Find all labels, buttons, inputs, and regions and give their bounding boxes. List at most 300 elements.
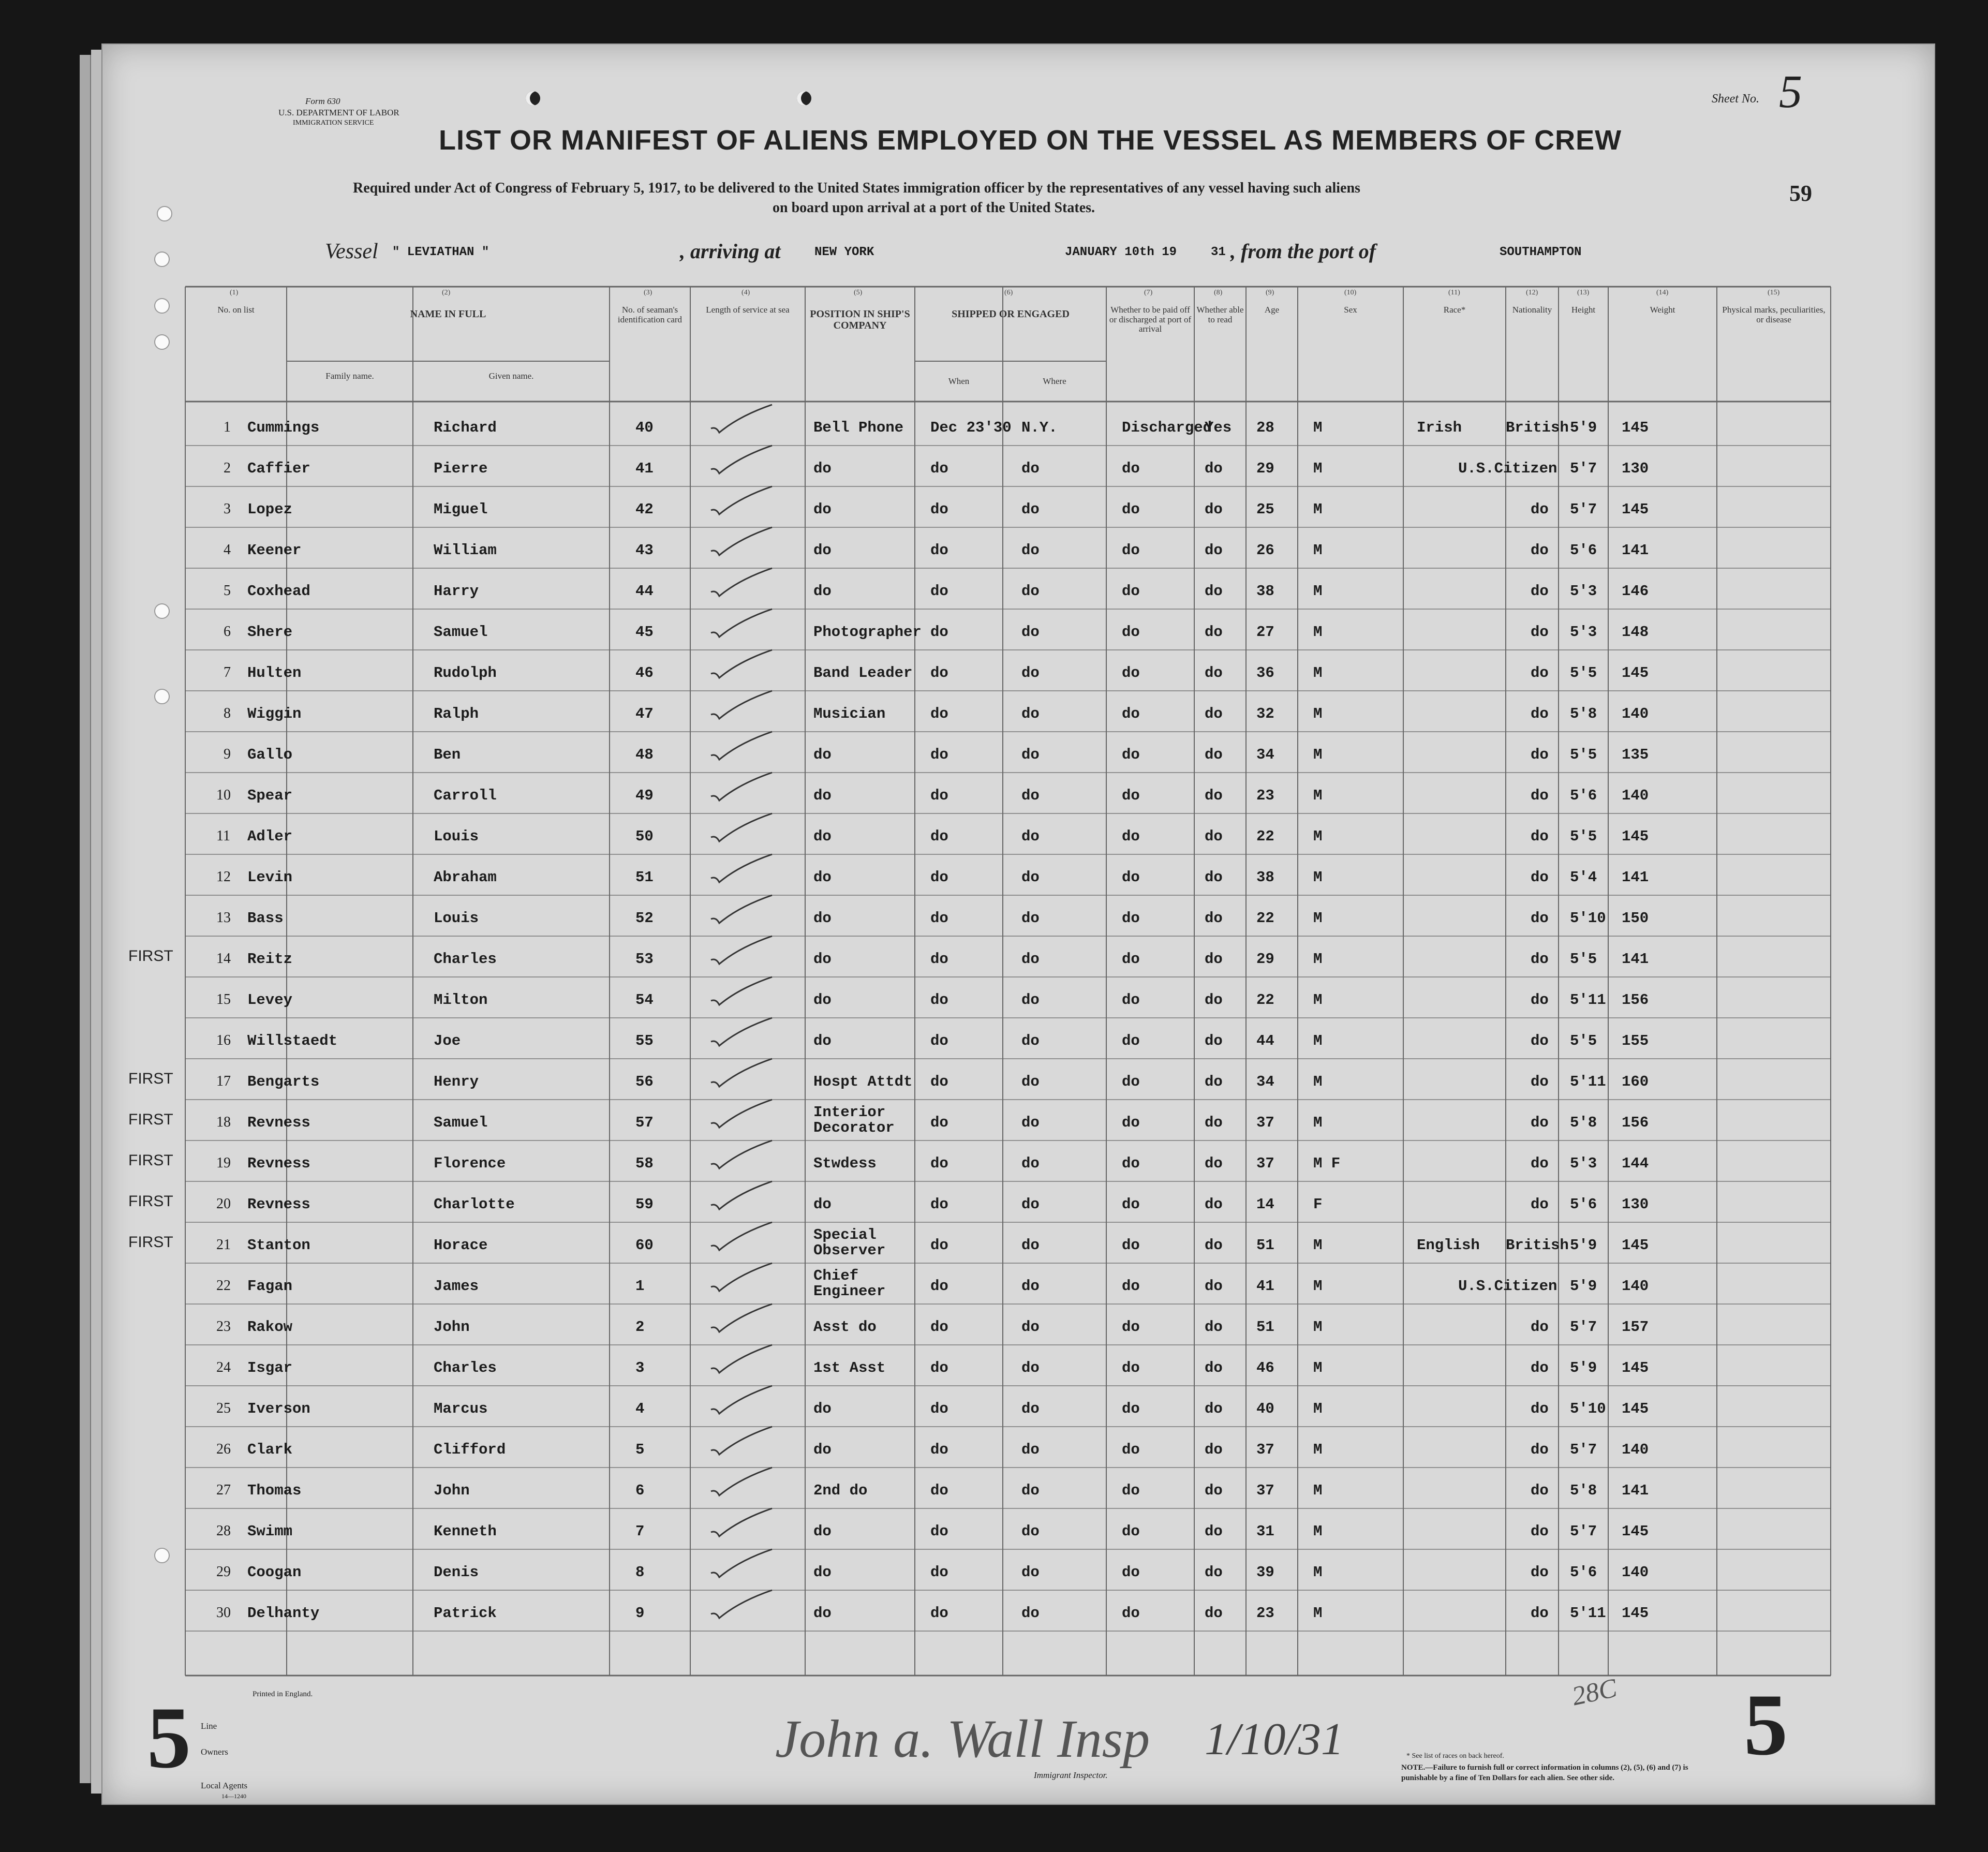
family-name: Revness [247,1155,310,1172]
check-mark [708,483,775,520]
shipped-where: do [1021,746,1040,763]
column-number: (13) [1577,289,1590,297]
weight: 145 [1622,1359,1649,1376]
height: 5'6 [1570,542,1597,559]
shipped-where: do [1021,1196,1040,1213]
position: do [813,1196,832,1213]
paid-off: do [1122,1114,1140,1131]
weight: 150 [1622,910,1649,927]
able-to-read: do [1205,1523,1223,1540]
check-mark [708,769,775,806]
shipped-when: do [930,1318,948,1336]
sex: M [1313,1073,1323,1090]
line-label: Line [201,1721,217,1731]
race: English [1417,1237,1480,1254]
shipped-when: do [930,624,948,641]
shipped-where: do [1021,991,1040,1009]
age: 34 [1256,1073,1274,1090]
age: 38 [1256,869,1274,886]
race: Irish [1417,419,1462,436]
subheader-given: Given name. [488,371,534,381]
shipped-where: do [1021,1605,1040,1622]
paid-off: do [1122,1564,1140,1581]
check-mark [708,647,775,683]
position: do [813,951,832,968]
weight: 160 [1622,1073,1649,1090]
given-name: Charlotte [434,1196,515,1213]
card-number: 40 [635,419,654,436]
card-number: 43 [635,542,654,559]
weight: 145 [1622,1400,1649,1417]
weight: 155 [1622,1032,1649,1049]
given-name: Henry [434,1073,479,1090]
paid-off: do [1122,1400,1140,1417]
column-header: Weight [1650,305,1675,315]
nationality: U.S.Citizen [1458,460,1557,477]
column-header: Whether able to read [1196,305,1244,324]
height: 5'9 [1570,1278,1597,1295]
shipped-when: do [930,1114,948,1131]
age: 34 [1256,746,1274,763]
shipped-where: do [1021,1073,1040,1090]
position: 1st Asst [813,1359,886,1376]
shipped-when: do [930,1441,948,1458]
manifest-sheet [101,43,1935,1805]
row-number: 25 [216,1400,231,1416]
page-number: 59 [1789,181,1812,206]
family-name: Willstaedt [247,1032,338,1049]
height: 5'11 [1570,991,1606,1009]
able-to-read: do [1205,1564,1223,1581]
nationality: do [1531,746,1549,763]
family-name: Spear [247,787,293,804]
nationality: do [1531,869,1549,886]
shipped-where: do [1021,1237,1040,1254]
height: 5'9 [1570,1359,1597,1376]
row-number: 9 [224,746,231,762]
family-name: Shere [247,624,293,641]
paid-off: do [1122,705,1140,722]
card-number: 56 [635,1073,654,1090]
age: 22 [1256,828,1274,845]
position: do [813,828,832,845]
card-number: 45 [635,624,654,641]
row-number: 16 [216,1032,231,1048]
weight: 141 [1622,951,1649,968]
margin-note: FIRST [128,1193,173,1210]
shipped-when: do [930,910,948,927]
column-number: (7) [1144,289,1153,297]
row-number: 17 [216,1073,231,1089]
paid-off: do [1122,1318,1140,1336]
family-name: Levin [247,869,293,886]
position: Bell Phone [813,419,904,436]
card-number: 46 [635,664,654,681]
height: 5'7 [1570,460,1597,477]
nationality: do [1531,501,1549,518]
card-number: 47 [635,705,654,722]
paid-off: do [1122,951,1140,968]
sex: M [1313,1482,1323,1499]
paid-off: do [1122,583,1140,600]
position: Asst do [813,1318,877,1336]
card-number: 7 [635,1523,645,1540]
shipped-when: do [930,828,948,845]
shipped-when: do [930,1482,948,1499]
column-header: Whether to be paid off or discharged at port of arrival [1109,305,1192,334]
sex: M [1313,583,1323,600]
nationality: do [1531,1359,1549,1376]
paid-off: do [1122,787,1140,804]
printed-note: Printed in England. [253,1690,313,1698]
big-sheet-number-right: 5 [1744,1676,1788,1773]
given-name: Milton [434,991,488,1009]
sex: M [1313,1278,1323,1295]
row-number: 20 [216,1196,231,1212]
height: 5'7 [1570,501,1597,518]
check-mark [708,1342,775,1378]
page-title: LIST OR MANIFEST OF ALIENS EMPLOYED ON THE VESSEL AS MEMBERS OF CREW [439,125,1622,156]
sex: M [1313,460,1323,477]
shipped-where: do [1021,910,1040,927]
age: 23 [1256,787,1274,804]
margin-note: FIRST [128,1152,173,1169]
age: 37 [1256,1155,1274,1172]
shipped-where: do [1021,583,1040,600]
sex: M [1313,746,1323,763]
family-name: Reitz [247,951,293,968]
shipped-where: do [1021,1482,1040,1499]
family-name: Stanton [247,1237,310,1254]
family-name: Lopez [247,501,293,518]
age: 32 [1256,705,1274,722]
nationality: do [1531,1564,1549,1581]
check-mark [708,402,775,438]
shipped-where: do [1021,542,1040,559]
age: 38 [1256,583,1274,600]
able-to-read: Yes [1205,419,1232,436]
row-number: 24 [216,1359,231,1375]
nationality: do [1531,1114,1549,1131]
age: 26 [1256,542,1274,559]
column-number: (15) [1768,289,1780,297]
given-name: Patrick [434,1605,497,1622]
shipped-where: N.Y. [1021,419,1058,436]
sex: M [1313,1237,1323,1254]
paid-off: do [1122,991,1140,1009]
page-edge [80,55,91,1783]
sex: M [1313,419,1323,436]
nationality: do [1531,991,1549,1009]
check-mark [708,442,775,479]
position: do [813,869,832,886]
able-to-read: do [1205,1196,1223,1213]
page-edge [91,50,102,1794]
paid-off: do [1122,460,1140,477]
shipped-when: do [930,787,948,804]
weight: 145 [1622,419,1649,436]
sex: M [1313,1032,1323,1049]
card-number: 42 [635,501,654,518]
shipped-when: do [930,1523,948,1540]
position: do [813,1032,832,1049]
row-number: 18 [216,1114,231,1130]
able-to-read: do [1205,1237,1223,1254]
arrival-port: NEW YORK [814,245,874,259]
given-name: John [434,1482,470,1499]
shipped-where: do [1021,705,1040,722]
shipped-where: do [1021,1400,1040,1417]
shipped-when: Dec 23'30 [930,419,1012,436]
column-number: (6) [1004,289,1013,297]
family-name: Clark [247,1441,293,1458]
shipped-when: do [930,951,948,968]
given-name: Miguel [434,501,488,518]
given-name: Pierre [434,460,488,477]
check-mark [708,933,775,969]
check-mark [708,565,775,601]
position: do [813,1564,832,1581]
height: 5'9 [1570,1237,1597,1254]
family-name: Delhanty [247,1605,320,1622]
height: 5'5 [1570,828,1597,845]
card-number: 1 [635,1278,645,1295]
check-mark [708,1015,775,1051]
sex: M [1313,1523,1323,1540]
sex: M [1313,501,1323,518]
weight: 140 [1622,705,1649,722]
form-number: Form 630 [305,96,340,106]
paid-off: do [1122,1032,1140,1049]
sex: M [1313,1400,1323,1417]
given-name: Carroll [434,787,497,804]
age: 27 [1256,624,1274,641]
column-number: (9) [1266,289,1274,297]
shipped-when: do [930,1237,948,1254]
column-header: No. on list [217,305,255,315]
position: Stwdess [813,1155,877,1172]
shipped-when: do [930,664,948,681]
shipped-where: do [1021,624,1040,641]
able-to-read: do [1205,1032,1223,1049]
able-to-read: do [1205,1400,1223,1417]
family-name: Fagan [247,1278,293,1295]
given-name: Ben [434,746,461,763]
card-number: 50 [635,828,654,845]
paid-off: do [1122,1523,1140,1540]
family-name: Caffier [247,460,310,477]
height: 5'7 [1570,1318,1597,1336]
given-name: Charles [434,1359,497,1376]
nationality: do [1531,1318,1549,1336]
given-name: Clifford [434,1441,506,1458]
position: do [813,910,832,927]
nationality: do [1531,1523,1549,1540]
able-to-read: do [1205,1278,1223,1295]
card-number: 41 [635,460,654,477]
check-mark [708,606,775,642]
check-mark [708,1097,775,1133]
able-to-read: do [1205,664,1223,681]
card-number: 5 [635,1441,645,1458]
races-note: * See list of races on back hereof. [1406,1752,1504,1760]
column-number: (2) [442,289,451,297]
height: 5'4 [1570,869,1597,886]
card-number: 8 [635,1564,645,1581]
shipped-when: do [930,1155,948,1172]
age: 29 [1256,460,1274,477]
given-name: Abraham [434,869,497,886]
card-number: 55 [635,1032,654,1049]
shipped-where: do [1021,1278,1040,1295]
position: do [813,991,832,1009]
age: 40 [1256,1400,1274,1417]
family-name: Levey [247,991,293,1009]
sex: M [1313,1114,1323,1131]
row-number: 11 [216,828,230,844]
shipped-when: do [930,1605,948,1622]
row-number: 14 [216,951,231,967]
column-header: Sex [1344,305,1357,315]
weight: 140 [1622,1564,1649,1581]
check-mark [708,729,775,765]
paid-off: do [1122,1441,1140,1458]
given-name: James [434,1278,479,1295]
sex: M [1313,1441,1323,1458]
nationality: do [1531,1441,1549,1458]
origin-port: SOUTHAMPTON [1500,245,1582,259]
sheet-label: Sheet No. [1712,92,1759,106]
check-mark [708,1546,775,1582]
shipped-where: do [1021,1155,1040,1172]
position: Special Observer [813,1226,886,1260]
family-name: Swimm [247,1523,293,1540]
shipped-where: do [1021,1441,1040,1458]
nationality: do [1531,910,1549,927]
check-mark [708,1056,775,1092]
shipped-where: do [1021,1318,1040,1336]
sex: M [1313,910,1323,927]
able-to-read: do [1205,951,1223,968]
nationality: do [1531,1196,1549,1213]
row-number: 5 [224,583,231,599]
position: do [813,1523,832,1540]
shipped-when: do [930,1032,948,1049]
able-to-read: do [1205,542,1223,559]
age: 22 [1256,910,1274,927]
margin-note: FIRST [128,947,173,965]
age: 23 [1256,1605,1274,1622]
height: 5'8 [1570,1114,1597,1131]
card-number: 59 [635,1196,654,1213]
card-number: 2 [635,1318,645,1336]
able-to-read: do [1205,624,1223,641]
able-to-read: do [1205,1441,1223,1458]
subheader-where: Where [1043,376,1066,386]
card-number: 6 [635,1482,645,1499]
card-number: 52 [635,910,654,927]
column-number: (1) [230,289,239,297]
row-number: 4 [224,542,231,558]
subtitle-line-1: Required under Act of Congress of February 5, 1917, to be delivered to the United States immigration officer by the representatives of any vessel having such aliens [353,180,1360,196]
weight: 140 [1622,1278,1649,1295]
position: do [813,1605,832,1622]
given-name: Rudolph [434,664,497,681]
paid-off: do [1122,1482,1140,1499]
shipped-when: do [930,1073,948,1090]
row-number: 27 [216,1482,231,1498]
check-mark [708,810,775,847]
shipped-when: do [930,501,948,518]
position: do [813,787,832,804]
card-number: 48 [635,746,654,763]
given-name: Florence [434,1155,506,1172]
column-number: (12) [1526,289,1538,297]
corner-note: 28C [1569,1673,1620,1712]
weight: 140 [1622,787,1649,804]
height: 5'8 [1570,705,1597,722]
shipped-where: do [1021,1114,1040,1131]
column-header: POSITION IN SHIP'S COMPANY [810,308,910,331]
age: 37 [1256,1482,1274,1499]
age: 39 [1256,1564,1274,1581]
signature-date: 1/10/31 [1205,1714,1344,1765]
row-number: 23 [216,1318,231,1335]
column-header: SHIPPED OR ENGAGED [952,308,1070,320]
row-number: 21 [216,1237,231,1253]
paid-off: do [1122,828,1140,845]
given-name: Richard [434,419,497,436]
given-name: Joe [434,1032,461,1049]
column-number: (5) [854,289,863,297]
weight: 130 [1622,460,1649,477]
sex: M [1313,869,1323,886]
position: Chief Engineer [813,1267,886,1300]
family-name: Revness [247,1196,310,1213]
able-to-read: do [1205,828,1223,845]
given-name: William [434,542,497,559]
position: Interior Decorator [813,1104,895,1137]
paid-off: do [1122,1196,1140,1213]
paid-off: do [1122,1278,1140,1295]
shipped-when: do [930,1359,948,1376]
sex: M [1313,1564,1323,1581]
column-header: No. of seaman's identification card [617,305,683,324]
nationality: do [1531,583,1549,600]
family-name: Cummings [247,419,320,436]
able-to-read: do [1205,991,1223,1009]
column-number: (8) [1214,289,1223,297]
family-name: Gallo [247,746,293,763]
service: IMMIGRATION SERVICE [293,119,374,127]
column-number: (10) [1344,289,1357,297]
position: Hospt Attdt [813,1073,913,1090]
height: 5'5 [1570,664,1597,681]
weight: 145 [1622,1605,1649,1622]
nationality: do [1531,1073,1549,1090]
height: 5'5 [1570,951,1597,968]
nationality: do [1531,787,1549,804]
height: 5'11 [1570,1605,1606,1622]
weight: 141 [1622,869,1649,886]
family-name: Hulten [247,664,302,681]
nationality: do [1531,705,1549,722]
check-mark [708,851,775,887]
shipped-when: do [930,705,948,722]
sex: M [1313,705,1323,722]
check-mark [708,892,775,928]
card-number: 53 [635,951,654,968]
